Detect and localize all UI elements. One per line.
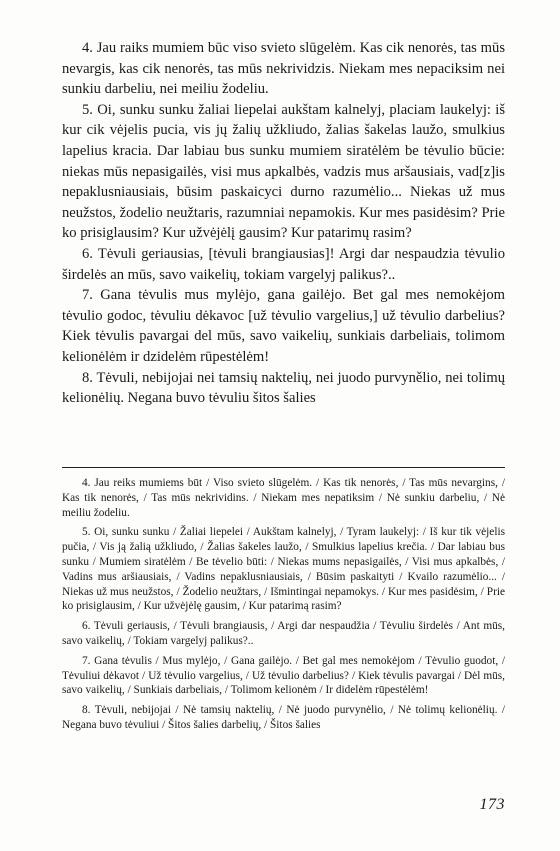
paragraph-7: 7. Gana tėvulis mus mylėjo, gana gailėjo. Bet gal mes nemokėjom tėvulio godoc, tėvuliu dėkavoc [už tėvulio vargelius,] už tėvulio darbelius? Kiek tėvulis pavargai del mūs, savo vaikelių, sunkiais darbeliais, tolimom kelionėlėm ir dzidelėm rūpestėlėm! — [62, 287, 505, 365]
page-number: 173 — [479, 796, 505, 813]
footnote-4: 4. Jau reiks mumiems būt / Viso svieto slūgelėm. / Kas tik nenorės, / Tas mūs nevargins, / Kas tik nenorės, / Tas mūs nekrividins. / Niekam mes nepatiksim / Nė sunkiu darbeliu, / Nė meiliu žodeliu. — [62, 477, 505, 519]
footnote-6: 6. Tėvuli geriausis, / Tėvuli brangiausis, / Argi dar nespaudžia / Tėvuliu širdelės / Ant mūs, savo vaikelių, / Tokiam vargelyj palikus?.. — [62, 620, 505, 647]
paragraph-5: 5. Oi, sunku sunku žaliai liepelai aukštam kalnelyj, placiam laukelyj: iš kur cik vėjelis pucia, vis jų žalių užkliudo, žalias šakelas laužo, smulkius lapelius kracia. Dar labiau bus sunku mumiem siratėlėm be tėvulio būcie: niekas mūs nepasigailės, visi mus apkalbės, vadzis mus aršausiais, vad[z]is nepaklusniausiais, būsim paskaicyci durno razumėlio... Niekas už mus neužstos, žodelio neužtaris, razumniai nepamokis. Kur mes pasidėsim? Prie ko prisiglausim? Kur užvėjėlį gausim? Kur patarimų rasim? — [62, 101, 505, 242]
footnote-separator — [62, 467, 505, 468]
paragraph-8: 8. Tėvuli, nebijojai nei tamsių naktelių, nei juodo purvynělio, nei tolimų kelionėlių. Negana buvo tėvuliu šitos šalies — [62, 369, 505, 407]
footnote-8: 8. Tėvuli, nebijojai / Nė tamsių naktelių, / Nė juodo purvynėlio, / Nė tolimų kelionėlių. / Negana buvo tėvuliui / Šitos šalies darbelių, / Šitos šalies — [62, 704, 505, 731]
footnote-7: 7. Gana tėvulis / Mus mylėjo, / Gana gailėjo. / Bet gal mes nemokėjom / Tėvulio guodot, / Tėvuliui dėkavot / Už tėvulio vargelius, / Už tėvulio darbelius? / Kiek tėvulis pavargai / Dėl mūs, savo vaikelių, / Sunkiais darbeliais, / Tolimom kelionėm / Ir didelėm rūpestėlėm! — [62, 654, 505, 697]
footnotes — [62, 476, 505, 738]
footnote-5: 5. Oi, sunku sunku / Žaliai liepelei / Aukštam kalnelyj, / Tyram laukelyj: / Iš kur tik vėjelis pučia, / Vis ją žalią užkliudo, / Žalias šakeles laužo, / Smulkius lapelius krečia. / Dar labiau bus sunku / Mumiem siratėlėm / Be tėvelio būti: / Niekas mums nepasigailės, / Visi mus apkalbės, / Vadins mus aršiausiais, / Vadins nepaklusniausiais, / Būsim paskaityti / Kvailo razumėlio... / Niekas už mus neužstos, / Žodelio neužtars, / Išmintingai nepamokys. / Kur mes pasidėsim, / Prie ko prisiglausim, / Kur užvėjėlę gausim, / Kur patarimą rasim? — [62, 526, 505, 613]
main-text — [62, 38, 505, 409]
paragraph-6: 6. Tėvuli geriausias, [tėvuli brangiausias]! Argi dar nespaudzia tėvulio širdelės an mūs, savo vaikelių, tokiam vargelyj palikus?.. — [62, 245, 505, 283]
paragraph-4: 4. Jau raiks mumiem būc viso svieto slūgelėm. Kas cik nenorės, tas mūs nevargis, kas cik nenorės, tas mūs nekrividzis. Niekam mes nepaciksim nei sunkiu darbeliu, nei meiliu žodeliu. — [62, 40, 505, 98]
